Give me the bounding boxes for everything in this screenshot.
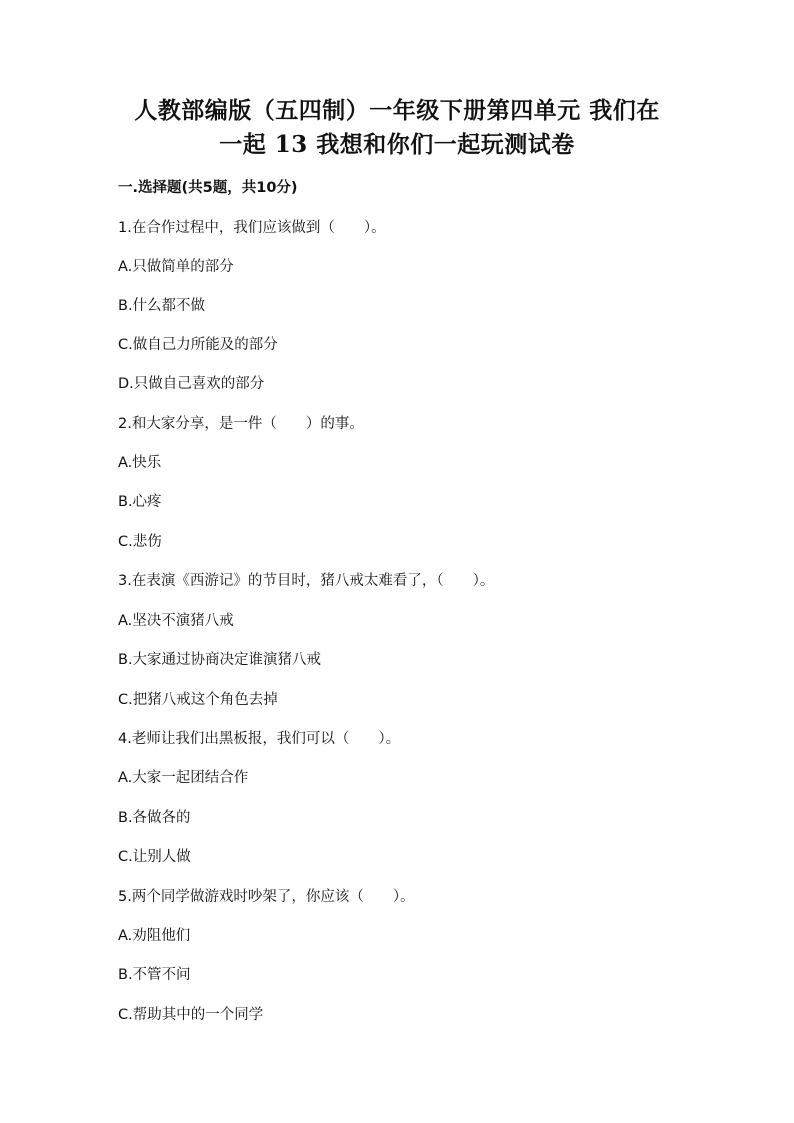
question-1-option-d: D.只做自己喜欢的部分 [118,376,265,392]
question-4-option-c: C.让别人做 [118,849,191,865]
question-3-stem: 3.在表演《西游记》的节目时，猪八戒太难看了，（ ）。 [118,573,495,589]
question-1-option-a: A.只做简单的部分 [118,259,234,275]
question-2-option-a: A.快乐 [118,455,162,471]
document-title-line-2: 一起 13 我想和你们一起玩测试卷 [219,131,575,158]
question-5-stem: 5.两个同学做游戏时吵架了，你应该（ ）。 [118,889,415,905]
question-2-option-c: C.悲伤 [118,534,162,550]
question-1-option-b: B.什么都不做 [118,298,206,314]
question-2-stem: 2.和大家分享，是一件（ ）的事。 [118,416,364,432]
question-3-option-a: A.坚决不演猪八戒 [118,613,234,629]
question-3-option-b: B.大家通过协商决定谁演猪八戒 [118,652,322,668]
question-4-option-b: B.各做各的 [118,810,191,826]
question-3-option-c: C.把猪八戒这个角色去掉 [118,692,278,708]
question-5-option-c: C.帮助其中的一个同学 [118,1007,264,1023]
section-heading: 一.选择题(共5题，共10分) [118,180,298,196]
question-1-stem: 1.在合作过程中，我们应该做到（ ）。 [118,220,386,236]
question-5-option-b: B.不管不问 [118,967,191,983]
question-2-option-b: B.心疼 [118,494,162,510]
question-4-option-a: A.大家一起团结合作 [118,770,249,786]
question-5-option-a: A.劝阻他们 [118,928,191,944]
question-4-stem: 4.老师让我们出黑板报，我们可以（ ）。 [118,731,401,747]
document-title-line-1: 人教部编版（五四制）一年级下册第四单元 我们在 [134,97,660,124]
question-1-option-c: C.做自己力所能及的部分 [118,337,278,353]
